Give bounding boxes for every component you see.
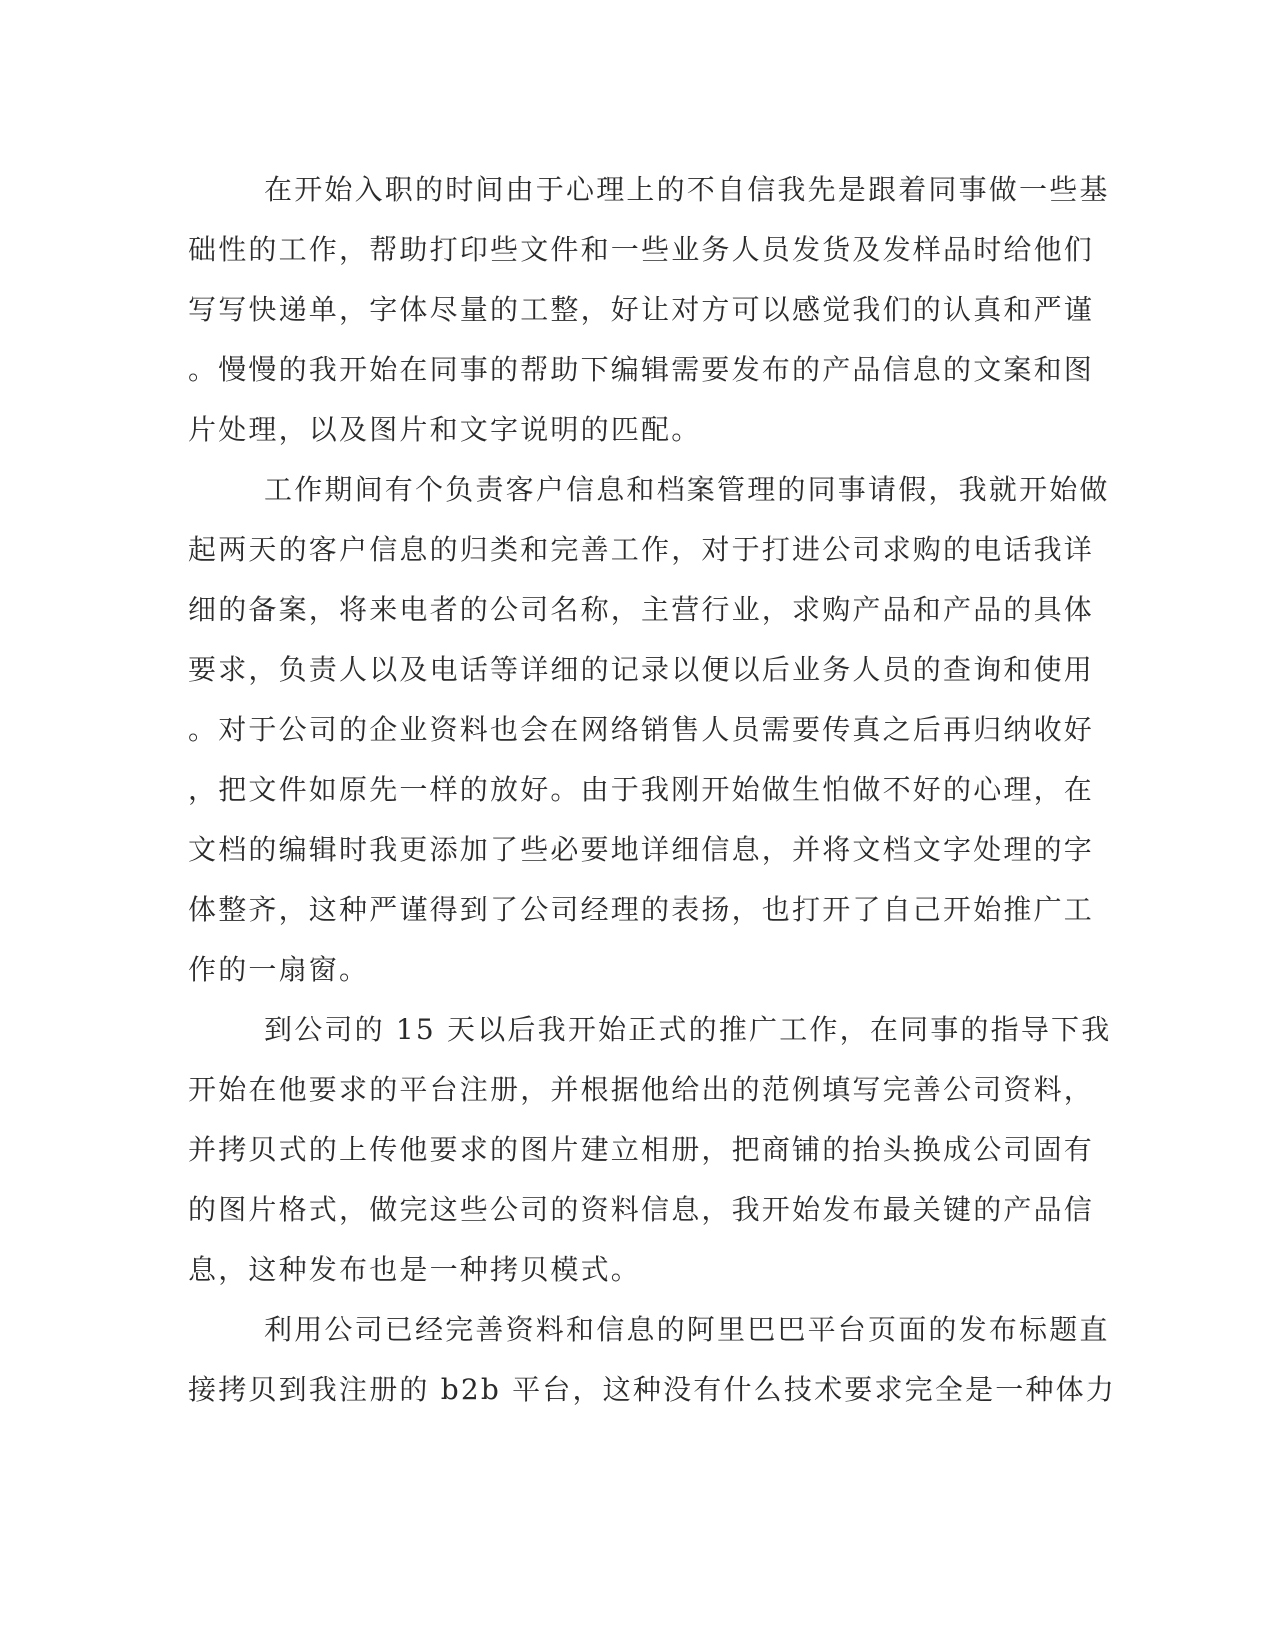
paragraph-4-line-2: 接拷贝到我注册的 b2b 平台，这种没有什么技术要求完全是一种体力 xyxy=(188,1373,1117,1406)
paragraph-1-line-3: 写写快递单，字体尽量的工整，好让对方可以感觉我们的认真和严谨 xyxy=(188,293,1095,326)
paragraph-3-line-3: 并拷贝式的上传他要求的图片建立相册，把商铺的抬头换成公司固有 xyxy=(188,1133,1095,1166)
paragraph-1-line-1: 在开始入职的时间由于心理上的不自信我先是跟着同事做一些基 xyxy=(264,173,1110,206)
paragraph-2-line-9: 作的一扇窗。 xyxy=(188,953,370,986)
paragraph-2-line-2: 起两天的客户信息的归类和完善工作，对于打进公司求购的电话我详 xyxy=(188,533,1095,566)
body-text xyxy=(188,160,1117,1420)
paragraph-2-line-6: ，把文件如原先一样的放好。由于我刚开始做生怕做不好的心理，在 xyxy=(188,773,1095,806)
paragraph-2-line-4: 要求，负责人以及电话等详细的记录以便以后业务人员的查询和使用 xyxy=(188,653,1095,686)
paragraph-1-line-5: 片处理，以及图片和文字说明的匹配。 xyxy=(188,413,702,446)
paragraph-2-line-5: 。对于公司的企业资料也会在网络销售人员需要传真之后再归纳收好 xyxy=(188,713,1095,746)
paragraph-1-line-4: 。慢慢的我开始在同事的帮助下编辑需要发布的产品信息的文案和图 xyxy=(188,353,1095,386)
paragraph-2-line-3: 细的备案，将来电者的公司名称，主营行业，求购产品和产品的具体 xyxy=(188,593,1095,626)
paragraph-2-line-1: 工作期间有个负责客户信息和档案管理的同事请假，我就开始做 xyxy=(264,473,1110,506)
paragraph-2-line-8: 体整齐，这种严谨得到了公司经理的表扬，也打开了自己开始推广工 xyxy=(188,893,1095,926)
paragraph-2-line-7: 文档的编辑时我更添加了些必要地详细信息，并将文档文字处理的字 xyxy=(188,833,1095,866)
paragraph-3-line-4: 的图片格式，做完这些公司的资料信息，我开始发布最关键的产品信 xyxy=(188,1193,1095,1226)
paragraph-3-line-1: 到公司的 15 天以后我开始正式的推广工作，在同事的指导下我 xyxy=(264,1013,1112,1046)
paragraph-4-line-1: 利用公司已经完善资料和信息的阿里巴巴平台页面的发布标题直 xyxy=(264,1313,1110,1346)
paragraph-3-line-2: 开始在他要求的平台注册，并根据他给出的范例填写完善公司资料， xyxy=(188,1073,1095,1106)
paragraph-3-line-5: 息，这种发布也是一种拷贝模式。 xyxy=(188,1253,642,1286)
paragraph-1-line-2: 础性的工作，帮助打印些文件和一些业务人员发货及发样品时给他们 xyxy=(188,233,1095,266)
